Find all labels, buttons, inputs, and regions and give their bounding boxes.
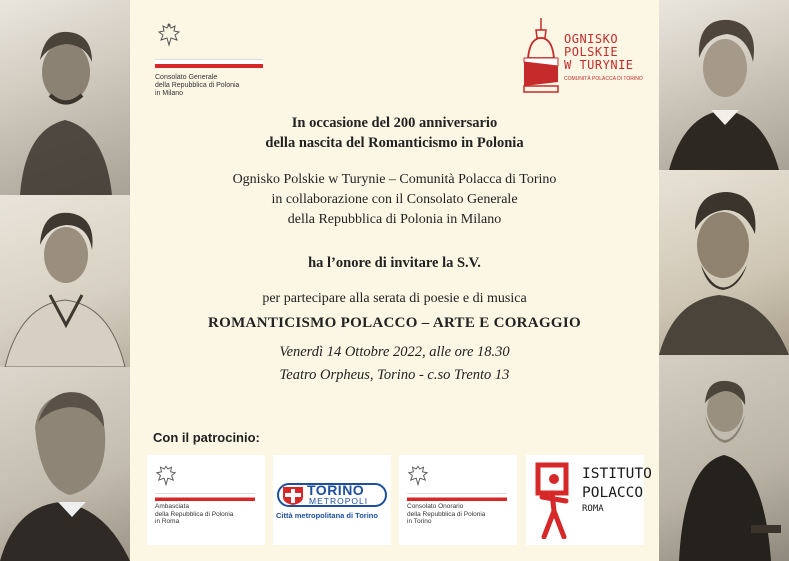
heading-line-2: della nascita del Romanticismo in Polonia [265,135,524,151]
consolato-line: Consolato Generale [155,74,218,81]
ambasciata-line: in Roma [155,518,180,525]
polish-flag-bar [155,59,263,68]
portrait-bottom-right [659,355,789,561]
consolato-line: della Repubblica di Polonia [155,82,240,89]
host-line-1: Ognisko Polskie w Turynie – Comunità Polacca di Torino [232,172,557,187]
consolato-line: in Milano [155,90,184,97]
polish-eagle-icon [157,22,181,48]
consolato-onorario-logo-card [399,455,517,545]
istituto-wordmark [582,465,652,515]
ognisko-line: W TURYNIE [564,58,634,72]
event-date-time: Venerdì 14 Ottobre 2022, alle ore 18.30 [279,344,510,360]
ambasciata-line: Ambasciata [155,503,189,510]
patronage-label: Con il patrocinio: [153,430,260,445]
consolato-onorario-line: in Torino [407,518,432,525]
polish-flag-bar [407,493,507,501]
polish-eagle-icon [155,463,177,488]
event-title: ROMANTICISMO POLACCO – ARTE E CORAGGIO [208,315,581,331]
istituto-figure-icon [532,461,578,539]
host-line-3: della Repubblica di Polonia in Milano [287,212,502,227]
event-venue: Teatro Orpheus, Torino - c.so Trento 13 [279,367,510,383]
mole-antonelliana-icon [518,16,564,98]
istituto-line: POLACCO [582,485,644,501]
ambasciata-line: della Repubblica di Polonia [155,510,234,518]
ognisko-line: OGNISKO [564,32,619,46]
ognisko-subtitle: COMUNITÀ POLACCA DI TORINO [564,76,643,82]
istituto-roma: ROMA [582,504,604,514]
consolato-onorario-line: Consolato Onorario [407,503,464,510]
ognisko-polskie-logo [518,16,648,98]
istituto-polacco-logo-card [526,455,652,545]
torino-metropoli-logo-card [273,455,391,545]
honor-line: ha l’onore di invitare la S.V. [308,255,481,271]
heading-line-1: In occasione del 200 anniversario [291,115,498,131]
portrait-middle-right [659,170,789,355]
torino-metropoli: METROPOLI [309,496,369,506]
portrait-bottom-left [0,367,130,561]
torino-name: TORINO [307,482,365,498]
portrait-top-right [659,0,789,170]
ambasciata-text [155,503,233,526]
host-line-2: in collaborazione con il Consolato Generale [271,192,518,207]
consolato-onorario-line: della Repubblica di Polonia [407,510,486,518]
consolato-generale-text [155,74,275,98]
portrait-middle-left [0,195,130,367]
ognisko-wordmark [564,33,634,72]
portrait-top-left [0,0,130,195]
purpose-line: per partecipare alla serata di poesie e di musica [262,291,527,306]
consolato-generale-logo [155,22,275,98]
ognisko-line: POLSKIE [564,45,619,59]
consolato-onorario-text [407,503,485,526]
torino-subtitle: Città metropolitana di Torino [276,511,378,520]
ambasciata-logo-card [147,455,265,545]
polish-eagle-icon [407,463,429,488]
istituto-line: ISTITUTO [582,466,652,482]
polish-flag-bar [155,493,255,501]
